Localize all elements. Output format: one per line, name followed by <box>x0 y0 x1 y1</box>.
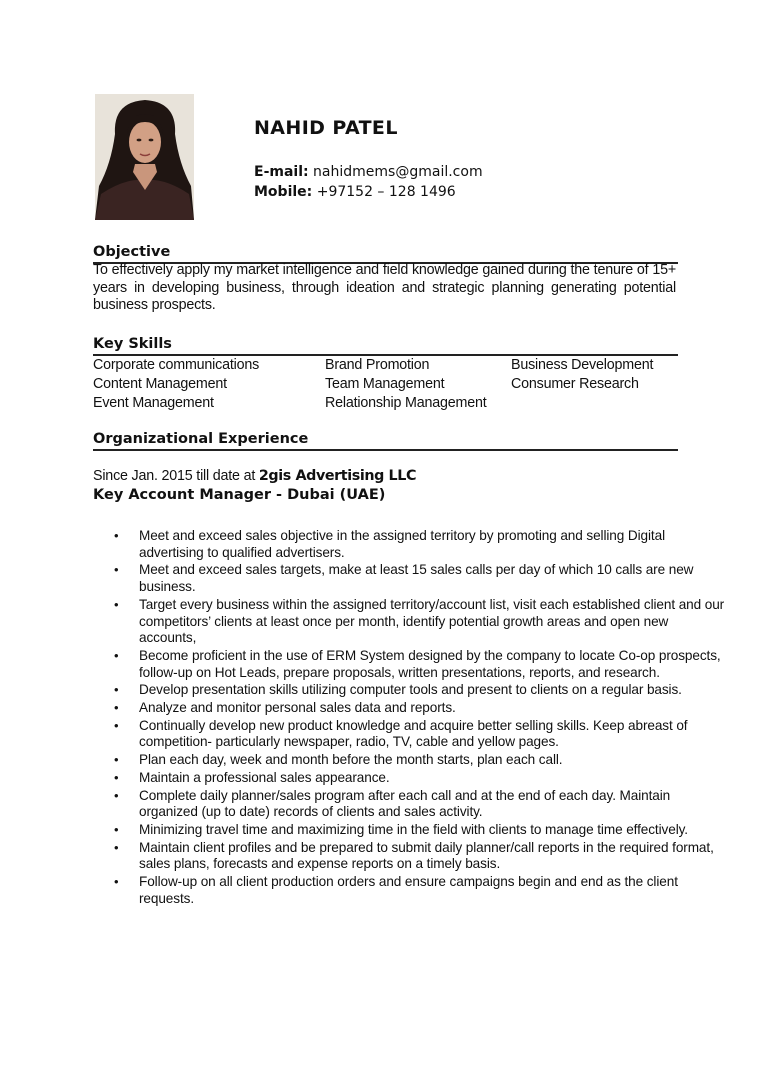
duty-text: Meet and exceed sales targets, make at least 15 sales calls per day of which 10 calls are new business. <box>139 562 694 595</box>
list-item <box>111 874 726 907</box>
list-item <box>111 840 726 873</box>
skill-item: Team Management <box>325 376 445 392</box>
list-item <box>111 822 726 839</box>
email-line <box>254 164 483 180</box>
list-item <box>111 718 726 751</box>
mobile-label: Mobile: <box>254 184 313 200</box>
duty-text: Follow-up on all client production orders and ensure campaigns begin and end as the client requests. <box>139 874 678 906</box>
list-item <box>111 528 726 561</box>
email-value[interactable]: nahidmems@gmail.com <box>308 164 483 180</box>
employment-period-text: Since Jan. 2015 till date at <box>93 468 259 484</box>
bullet-icon: • <box>114 717 119 733</box>
objective-text: To effectively apply my market intelligence and field knowledge gained during the tenure of 15+ years in developing business, through ideation and strategic planning generating potential business prospects. <box>93 262 676 313</box>
objective-heading: Objective <box>93 244 678 264</box>
list-item <box>111 752 726 769</box>
bullet-icon: • <box>114 787 119 803</box>
bullet-icon: • <box>114 874 119 890</box>
list-item <box>111 597 726 647</box>
duties-list <box>111 528 726 908</box>
bullet-icon: • <box>114 562 119 578</box>
bullet-icon: • <box>114 528 119 543</box>
duty-text: Continually develop new product knowledge and acquire better selling skills. Keep abreast of competition- particularly newspaper, radio, TV, cable and yellow pages. <box>139 717 688 750</box>
list-item <box>111 770 726 787</box>
skill-item: Content Management <box>93 376 227 392</box>
duty-text: Analyze and monitor personal sales data and reports. <box>139 700 456 716</box>
job-title: Key Account Manager - Dubai (UAE) <box>93 487 386 503</box>
bullet-icon: • <box>114 596 119 612</box>
bullet-icon: • <box>114 752 119 768</box>
skill-item: Consumer Research <box>511 376 639 392</box>
list-item <box>111 700 726 717</box>
duty-text: Maintain a professional sales appearance. <box>139 769 390 785</box>
skill-item: Brand Promotion <box>325 357 430 373</box>
key-skills-heading: Key Skills <box>93 336 678 356</box>
mobile-value: +97152 – 128 1496 <box>312 184 456 200</box>
list-item <box>111 788 726 821</box>
list-item <box>111 562 726 595</box>
skill-item: Corporate communications <box>93 357 260 373</box>
duty-text: Plan each day, week and month before the month starts, plan each call. <box>139 752 563 768</box>
skill-item: Event Management <box>93 395 214 411</box>
bullet-icon: • <box>114 700 119 716</box>
experience-heading: Organizational Experience <box>93 431 678 451</box>
skill-item: Relationship Management <box>325 395 487 411</box>
duty-text: Target every business within the assigned territory/account list, visit each established client and our competitors’ clients at least once per month, identify potential growth areas and open new accounts, <box>139 596 725 646</box>
bullet-icon: • <box>114 821 119 837</box>
duty-text: Maintain client profiles and be prepared to submit daily planner/call reports in the required format, sales plans, forecasts and expense reports on a timely basis. <box>139 839 714 872</box>
duty-text: Meet and exceed sales objective in the assigned territory by promoting and selling Digital advertising to qualified advertisers. <box>139 528 665 560</box>
email-label: E-mail: <box>254 164 309 180</box>
duty-text: Complete daily planner/sales program after each call and at the end of each day. Maintain organized (up to date) records of clients and sales activity. <box>139 787 671 820</box>
profile-photo <box>95 94 194 220</box>
employment-period <box>93 468 416 484</box>
duty-text: Develop presentation skills utilizing computer tools and present to clients on a regular basis. <box>139 682 682 698</box>
list-item <box>111 682 726 699</box>
bullet-icon: • <box>114 682 119 698</box>
duty-text: Minimizing travel time and maximizing time in the field with clients to manage time effectively. <box>139 821 688 837</box>
list-item <box>111 648 726 681</box>
bullet-icon: • <box>114 769 119 785</box>
duty-text: Become proficient in the use of ERM System designed by the company to locate Co-op prospects, follow-up on Hot Leads, prepare proposals, written presentations, reports, and research. <box>139 647 721 680</box>
candidate-name: NAHID PATEL <box>254 117 398 139</box>
mobile-line <box>254 184 456 200</box>
bullet-icon: • <box>114 647 119 663</box>
company-name: 2gis Advertising LLC <box>258 468 417 484</box>
skill-item: Business Development <box>511 357 654 373</box>
bullet-icon: • <box>114 839 119 855</box>
